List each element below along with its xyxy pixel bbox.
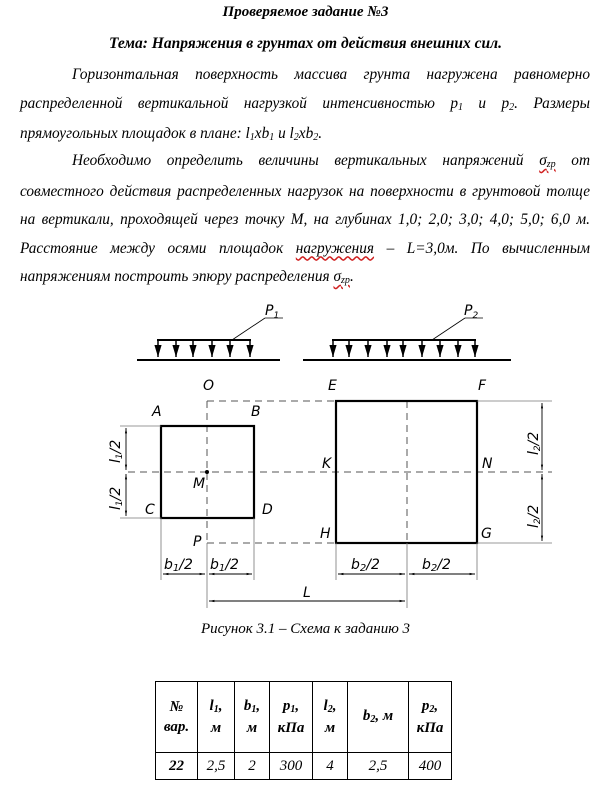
dim-label-l2-half-top: l2/2	[526, 431, 543, 455]
header-p2: p2, кПа	[409, 682, 452, 753]
text: .	[349, 268, 354, 285]
loading-scheme-figure	[0, 290, 611, 620]
assignment-topic: Тема: Напряжения в грунтах от действия внешних сил.	[109, 35, 502, 52]
dim-label-l2-half-bottom: l2/2	[526, 504, 543, 528]
cell-p1: 300	[270, 753, 313, 780]
dim-label-b2-half-left: b2/2	[351, 557, 380, 574]
point-label-n: N	[482, 456, 493, 472]
load-diagram-p1	[137, 303, 283, 360]
point-m	[205, 470, 209, 474]
load-label-p1: $P_1$	[265, 303, 280, 321]
header-variant: № вар.	[156, 682, 198, 753]
cell-p2: 400	[409, 753, 452, 780]
point-label-p: P	[193, 534, 202, 550]
cell-b1: 2	[235, 753, 270, 780]
table-header-row	[156, 682, 452, 753]
dim-label-l1-half-top: l1/2	[108, 439, 125, 463]
point-label-f: F	[478, 378, 487, 394]
cell-l2: 4	[313, 753, 348, 780]
point-label-e: E	[328, 378, 337, 394]
cell-b2: 2,5	[348, 753, 409, 780]
text: от совместного действия распределенных нагрузок на поверхности в грунтовой толще на вертикали, проходящей через точку М, на глубинах 1,0; 2,0; 3,0; 4,0; 5,0; 6,0 м. Расстояние между осями площадок	[20, 152, 590, 257]
table-row	[156, 753, 452, 780]
subscript: 1	[249, 132, 255, 143]
text: – L=3,0м. По вычисленным напряжениям построить эпюру распределения	[20, 239, 590, 285]
variant-data-table	[155, 681, 452, 780]
paragraph-problem-statement	[20, 61, 590, 151]
point-label-k: K	[322, 456, 332, 472]
header-l1: l1, м	[198, 682, 235, 753]
header-p1: p1, кПа	[270, 682, 313, 753]
point-label-c: C	[145, 502, 155, 518]
spellcheck-word: нагружения	[295, 239, 375, 257]
text: . Размеры прямоугольных площадок в плане: l	[20, 94, 590, 142]
header-b2: b2, м	[348, 682, 409, 753]
point-label-o: O	[203, 378, 215, 394]
dim-label-l1-half-bottom: l1/2	[108, 486, 125, 510]
subscript: 2	[313, 132, 319, 143]
text: Необходимо определить величины вертикальных напряжений	[72, 152, 540, 169]
paragraph-task	[20, 147, 590, 294]
point-label-m: M	[193, 476, 206, 492]
point-label-a: A	[152, 404, 162, 420]
text: Горизонтальная поверхность массива грунта нагружена равномерно распределенной вертикальной нагрузкой интенсивностью p	[20, 66, 590, 112]
figure-caption: Рисунок 3.1 – Схема к заданию 3	[200, 621, 411, 637]
header-b1: b1, м	[235, 682, 270, 753]
text: и l	[274, 125, 294, 142]
text: xb	[298, 125, 314, 142]
load-label-p2: $P_2$	[464, 303, 479, 321]
sigma-symbol: σzp	[333, 268, 350, 286]
load-diagram-p2	[303, 303, 511, 360]
subscript: 1	[457, 101, 463, 113]
point-label-g: G	[481, 526, 492, 542]
dim-label-l: L	[303, 585, 311, 601]
point-label-b: B	[251, 404, 261, 420]
text: и p	[462, 94, 510, 112]
subscript: 2	[293, 132, 299, 143]
text: xb	[254, 125, 270, 142]
point-label-h: H	[320, 526, 331, 542]
cell-l1: 2,5	[198, 753, 235, 780]
assignment-title: Проверяемое задание №3	[222, 4, 389, 20]
subscript: 2	[509, 101, 515, 113]
construction-lines	[128, 401, 552, 543]
point-label-d: D	[262, 502, 273, 518]
sigma-symbol: σzp	[539, 152, 556, 170]
text: .	[318, 125, 323, 142]
cell-variant: 22	[156, 753, 198, 780]
subscript: 1	[269, 132, 275, 143]
header-l2: l2, м	[313, 682, 348, 753]
dim-label-b1-half-right: b1/2	[210, 557, 239, 574]
dim-label-b1-half-left: b1/2	[164, 557, 193, 574]
dim-label-b2-half-right: b2/2	[422, 557, 451, 574]
